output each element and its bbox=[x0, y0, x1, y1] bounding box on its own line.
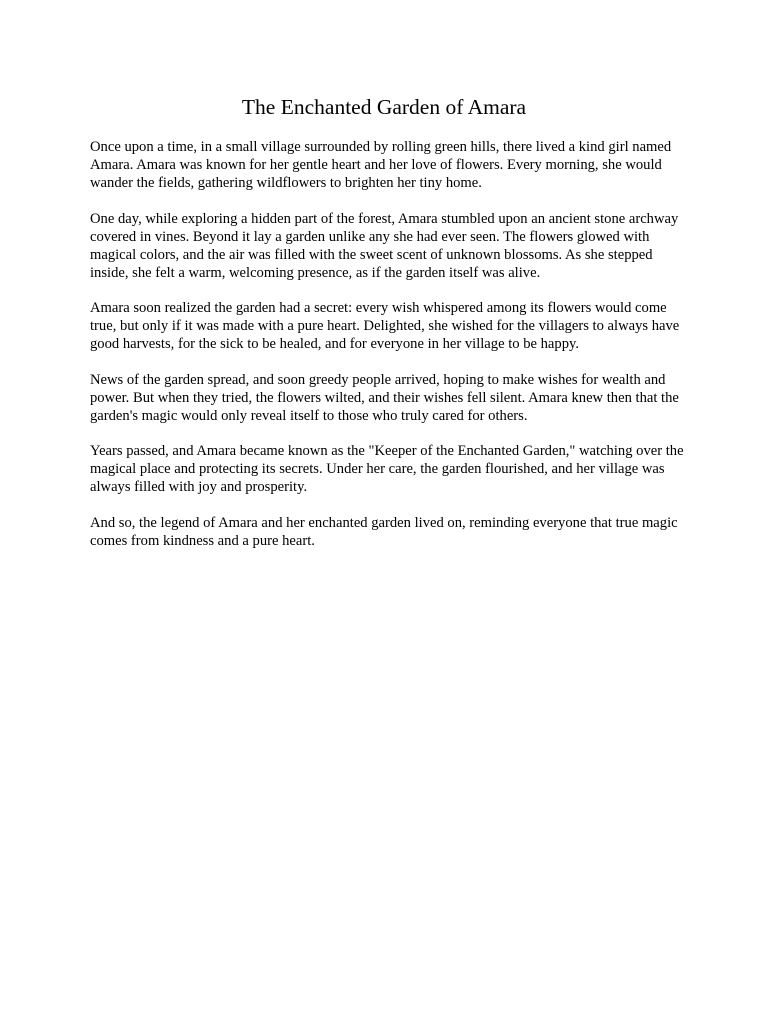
paragraph-5: Years passed, and Amara became known as the "Keeper of the Enchanted Garden," watching over the magical place and protecting its secrets. Under her care, the garden flourished, and her village was always filled with joy and prosperity. bbox=[90, 443, 684, 495]
paragraph-3: Amara soon realized the garden had a secret: every wish whispered among its flowers would come true, but only if it was made with a pure heart. Delighted, she wished for the villagers to always have good harvests, for the sick to be healed, and for everyone in her village to be happy. bbox=[90, 300, 680, 352]
paragraph-6: And so, the legend of Amara and her enchanted garden lived on, reminding everyone that true magic comes from kindness and a pure heart. bbox=[90, 514, 678, 549]
paragraph-4: News of the garden spread, and soon greedy people arrived, hoping to make wishes for wealth and power. But when they tried, the flowers wilted, and their wishes fell silent. Amara knew then that the garden's magic would only reveal itself to those who truly cared for others. bbox=[90, 371, 679, 424]
paragraph-2: One day, while exploring a hidden part of the forest, Amara stumbled upon an ancient stone archway covered in vines. Beyond it lay a garden unlike any she had ever seen. The flowers glowed with magical colors, and the air was filled with the sweet scent of unknown blossoms. As she stepped inside, she felt a warm, welcoming presence, as if the garden itself was alive. bbox=[90, 210, 679, 281]
document-title: The Enchanted Garden of Amara bbox=[241, 95, 527, 119]
document-body bbox=[90, 138, 688, 567]
paragraph-1: Once upon a time, in a small village surrounded by rolling green hills, there lived a kind girl named Amara. Amara was known for her gentle heart and her love of flowers. Every morning, she would wander the fields, gathering wildflowers to brighten her tiny home. bbox=[90, 139, 672, 191]
